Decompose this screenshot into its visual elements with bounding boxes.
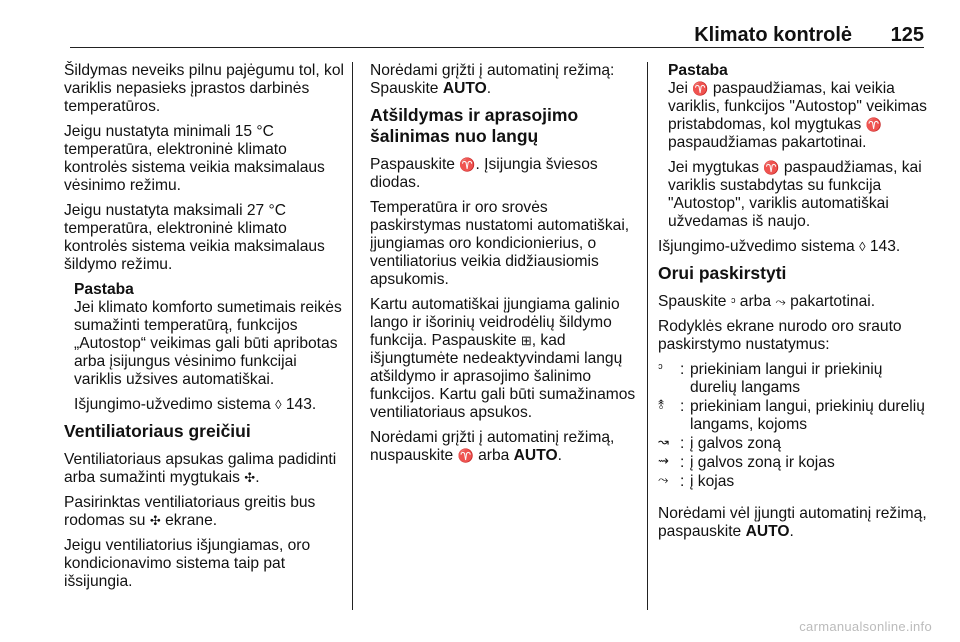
column-divider-1 [352,62,353,610]
note-content [74,281,344,389]
reference-arrow-icon: ◊ [859,239,866,254]
paragraph: Pasirinktas ventiliatoriaus greitis bus rodomas su ✣ ekrane. [64,494,316,529]
column-1 [64,62,344,598]
note-title: Pastaba [668,62,728,79]
note-box [64,281,344,414]
paragraph: Norėdami grįžti į automatinį režimą: Spauskite AUTO. [370,62,615,97]
paragraph: Jeigu ventiliatorius išjungiamas, oro kondicionavimo sistema taip pat išsijungia. [64,537,311,590]
rear-window-heat-icon: ⊞ [520,333,532,348]
defrost-icon: ♈ [763,160,780,175]
list-item: ᵓ : priekiniam langui ir priekinių durelių langams [658,360,883,396]
page-title: Klimato kontrolė [694,24,852,46]
note-content: Pastaba Jei ♈ paspaudžiamas, kai veikia variklis, funkcijos "Autostop" veikimas pristabdomas, kol mygtukas ♈ paspaudžiamas pakartotinai. [668,62,927,151]
fan-icon: ✣ [149,513,161,528]
section-heading: Orui paskirstyti [658,263,787,283]
note-box [658,62,928,231]
column-2 [370,62,638,472]
paragraph: Jeigu nustatyta maksimali 27 °C temperatūra, elektroninė klimato kontrolės sistema veikia maksimalaus šildymo režimu. [64,202,325,273]
list-item: ⤳ : į kojas [658,472,735,490]
air-windshield-icon: ᵓ [658,360,663,375]
defrost-icon: ♈ [692,81,709,96]
list-item: ⥉ : priekiniam langui, priekinių durelių langams, kojoms [658,397,925,433]
note-text: Jei klimato komforto sumetimais reikės sumažinti temperatūrą, funkcijos „Autostop“ veikimas gali būti apribotas arba įsijungus vėsinimo funkcijai variklis užsives automatiškai. [74,299,342,388]
paragraph: Temperatūra ir oro srovės paskirstymas nustatomi automatiškai, įjungiamas oro kondicionierius, o ventiliatorius veikia didžiausiomis apsukomis. [370,199,630,288]
paragraph: Ventiliatoriaus apsukas galima padidinti arba sumažinti mygtukais ✣. [64,451,337,486]
column-divider-2 [647,62,648,610]
column-3 [658,62,928,548]
watermark: carmanualsonline.info [799,619,932,634]
paragraph: Spauskite ᵓ arba ⤳ pakartotinai. [658,293,876,310]
section-heading: Ventiliatoriaus greičiui [64,421,251,441]
page-header [70,18,924,48]
air-windshield-icon: ᵓ [730,294,736,309]
paragraph: Šildymas neveiks pilnu pajėgumu tol, kol variklis nepasieks įprastos darbinės temperatūros. [64,62,344,115]
note-content: Jei mygtukas ♈ paspaudžiamas, kai variklis sustabdytas su funkcija "Autostop", variklis automatiškai užvedamas iš naujo. [668,159,922,230]
note-title: Pastaba [74,281,134,298]
fan-icon: ✣ [244,470,256,485]
paragraph: Paspauskite ♈. Įsijungia šviesos diodas. [370,156,598,191]
paragraph: Norėdami vėl įjungti automatinį režimą, paspauskite AUTO. [658,505,927,540]
air-feet-icon: ⤳ [775,294,786,309]
page-number: 125 [890,24,924,46]
paragraph: Norėdami grįžti į automatinį režimą, nuspauskite ♈ arba AUTO. [370,429,615,464]
reference-arrow-icon: ◊ [275,397,282,412]
defrost-icon: ♈ [865,117,882,132]
section-heading: Atšildymas ir aprasojimo šalinimas nuo langų [370,105,579,146]
defrost-icon: ♈ [459,157,476,172]
paragraph: Jeigu nustatyta minimali 15 °C temperatūra, elektroninė klimato kontrolės sistema veikia maksimalaus vėsinimo režimu. [64,123,325,194]
reference-text: Išjungimo-užvedimo sistema [74,396,271,413]
defrost-icon: ♈ [457,448,474,463]
reference-page: 143. [285,396,317,413]
paragraph: Rodyklės ekrane nurodo oro srauto paskirstymo nustatymus: [658,318,902,353]
air-feet-icon: ⤳ [658,472,669,487]
air-head-feet-icon: ⇝ [658,453,669,468]
air-windshield-feet-icon: ⥉ [658,397,665,412]
air-head-icon: ↝ [658,434,669,449]
list-item: ⇝ : į galvos zoną ir kojas [658,453,835,471]
air-distribution-list [658,361,928,491]
cross-reference: Išjungimo-užvedimo sistema ◊ 143. [658,238,901,255]
list-item: ↝ : į galvos zoną [658,434,782,452]
paragraph: Kartu automatiškai įjungiama galinio lango ir išorinių veidrodėlių šildymo funkcija. Paspauskite ⊞, kad išjungtumėte nedeaktyvindami langų atšildymo ir aprasojimo šalinimo funkcijos. Kartu gali būti sumažinamos ventiliatoriaus apsukos. [370,296,636,421]
cross-reference [74,396,344,414]
